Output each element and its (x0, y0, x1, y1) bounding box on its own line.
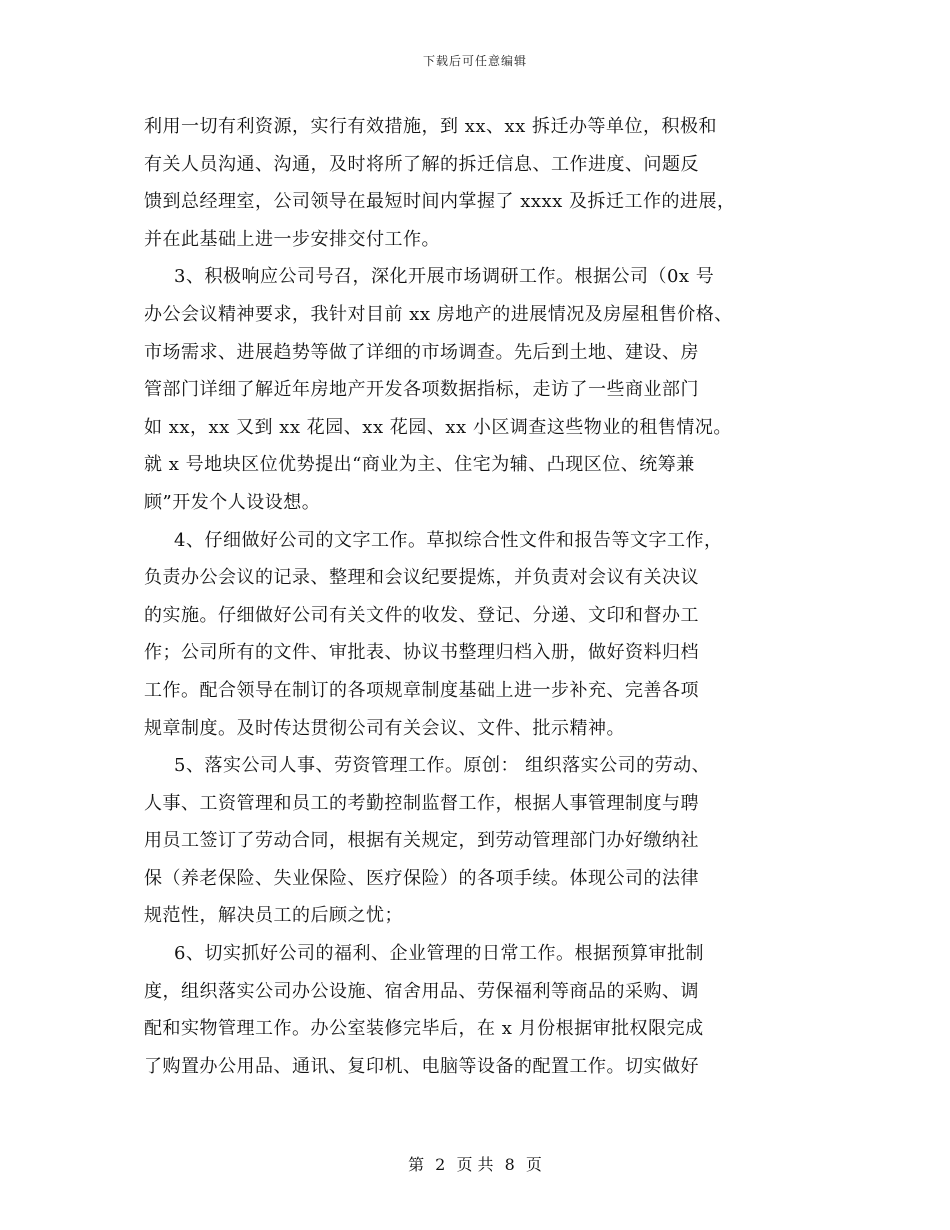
footer-page-number: 2 (435, 1155, 446, 1174)
text-line: 规章制度。及时传达贯彻公司有关会议、文件、批示精神。 (144, 717, 625, 739)
text-line: 了购置办公用品、通讯、复印机、电脑等设备的配置工作。切实做好 (144, 1055, 699, 1077)
footer-total-pages: 8 (504, 1155, 515, 1174)
text-line: 保（养老保险、失业保险、医疗保险）的各项手续。体现公司的法律 (144, 867, 699, 889)
text-line: 如 xx，xx 又到 xx 花园、xx 花园、xx 小区调查这些物业的租售情况。 (144, 416, 732, 438)
text-line: 配和实物管理工作。办公室装修完毕后，在 x 月份根据审批权限完成 (144, 1018, 704, 1040)
text-line: 5、落实公司人事、劳资管理工作。原创： 组织落实公司的劳动、 (174, 755, 711, 777)
text-line: 规范性，解决员工的后顾之忧； (144, 905, 403, 927)
text-line: 负责办公会议的记录、整理和会议纪要提炼，并负责对会议有关决议 (144, 567, 699, 589)
text-line: 就 x 号地块区位优势提出“商业为主、住宅为辅、凸现区位、统筹兼 (144, 454, 695, 476)
text-line: 工作。配合领导在制订的各项规章制度基础上进一步补充、完善各项 (144, 679, 699, 701)
footer-prefix: 第 (408, 1155, 425, 1174)
text-line: 作；公司所有的文件、审批表、协议书整理归档入册，做好资料归档 (144, 642, 699, 664)
text-line: 市场需求、进展趋势等做了详细的市场调查。先后到土地、建设、房 (144, 341, 699, 363)
header-note: 下载后可任意编辑 (422, 54, 527, 68)
text-line: 人事、工资管理和员工的考勤控制监督工作，根据人事管理制度与聘 (144, 792, 699, 814)
text-line: 3、积极响应公司号召，深化开展市场调研工作。根据公司（0x 号 (174, 266, 715, 288)
text-line: 有关人员沟通、沟通，及时将所了解的拆迁信息、工作进度、问题反 (144, 153, 699, 175)
footer-middle: 页 共 (456, 1155, 494, 1174)
document-body (144, 108, 824, 1085)
text-line: 顾”开发个人设设想。 (144, 491, 321, 513)
text-line: 并在此基础上进一步安排交付工作。 (144, 228, 440, 250)
text-line: 馈到总经理室，公司领导在最短时间内掌握了 xxxx 及拆迁工作的进展， (144, 191, 736, 213)
text-line: 用员工签订了劳动合同，根据有关规定，到劳动管理部门办好缴纳社 (144, 830, 699, 852)
text-line: 的实施。仔细做好公司有关文件的收发、登记、分递、文印和督办工 (144, 604, 699, 626)
footer-suffix: 页 (525, 1155, 542, 1174)
text-line: 办公会议精神要求，我针对目前 xx 房地产的进展情况及房屋租售价格、 (144, 303, 733, 325)
page-footer (0, 1152, 950, 1175)
text-line: 6、切实抓好公司的福利、企业管理的日常工作。根据预算审批制 (174, 943, 704, 965)
text-line: 4、仔细做好公司的文字工作。草拟综合性文件和报告等文字工作， (174, 529, 723, 551)
text-line: 管部门详细了解近年房地产开发各项数据指标，走访了一些商业部门 (144, 379, 699, 401)
text-line: 利用一切有利资源，实行有效措施，到 xx、xx 拆迁办等单位，积极和 (144, 116, 718, 137)
text-line: 度，组织落实公司办公设施、宿舍用品、劳保福利等商品的采购、调 (144, 980, 699, 1002)
